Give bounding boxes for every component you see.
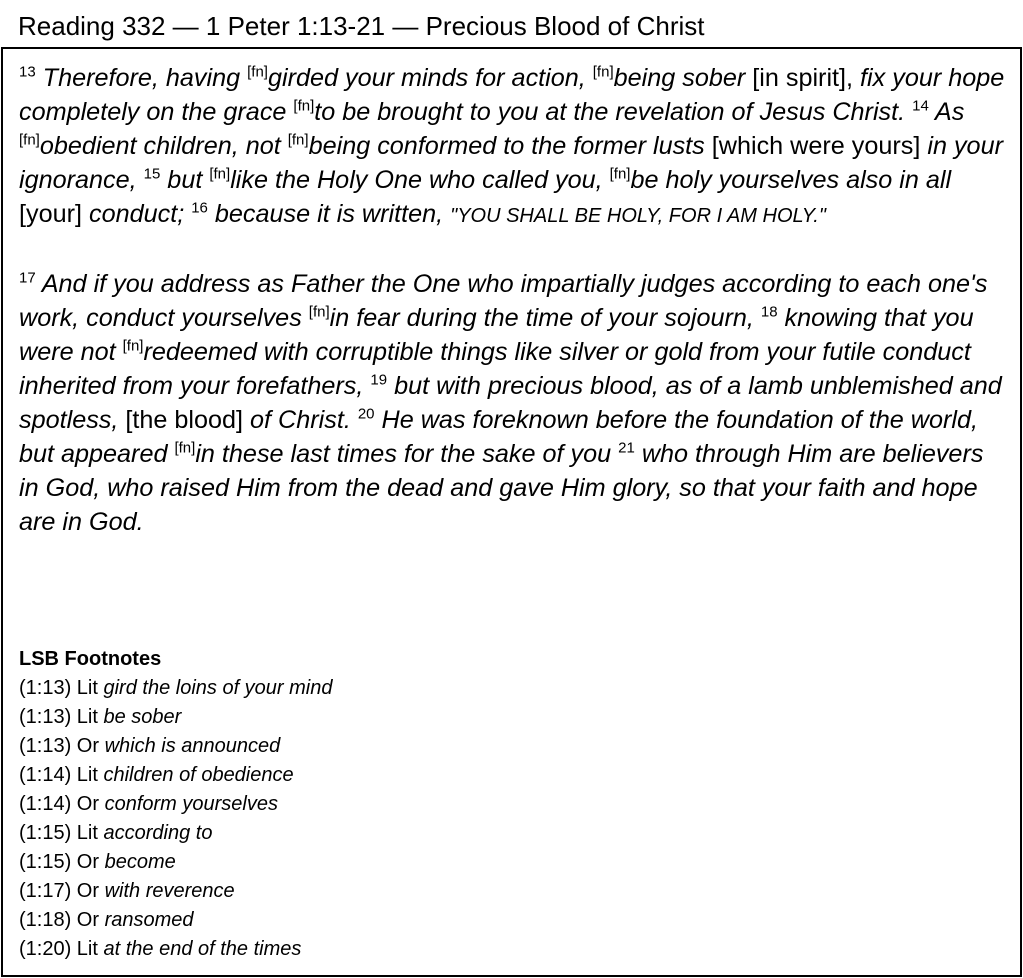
page-title: Reading 332 — 1 Peter 1:13-21 — Precious Blood of Christ (18, 11, 705, 41)
footnote-text: with reverence (104, 880, 235, 902)
footnote-ref: (1:15) Or (19, 851, 105, 873)
footnote-marker: [fn] (592, 63, 614, 81)
verse-text: in your ignorance, (19, 132, 1003, 194)
verse-text: because it is written, (207, 200, 451, 228)
verse-text: He was foreknown before the foundation of the world, but appeared (19, 406, 978, 468)
verse-text: girded your minds for action, (267, 64, 593, 92)
footnote-text: conform yourselves (104, 793, 278, 815)
footnote-text: at the end of the times (103, 938, 302, 960)
verse-text: who through Him are believers in God, who raised Him from the dead and gave Him glory, so that your faith and hope are in God. (19, 440, 984, 536)
footnote-ref: (1:20) Lit (19, 938, 104, 960)
verse-number: 15 (143, 165, 161, 183)
footnote-ref: (1:13) Or (19, 735, 105, 757)
footnote-marker: [fn] (209, 165, 231, 183)
footnote-ref: (1:18) Or (19, 909, 105, 931)
verse-text: in fear during the time of your sojourn, (329, 304, 761, 332)
footnote-ref: (1:15) Lit (19, 822, 104, 844)
verse-number: 13 (19, 63, 36, 81)
footnote-item (19, 848, 1009, 877)
verse-number: 20 (357, 405, 375, 423)
footnote-text: children of obedience (103, 764, 294, 786)
footnote-text: according to (103, 822, 213, 844)
footnote-marker: [fn] (247, 63, 268, 81)
supplied-words: [in spirit], (745, 64, 861, 92)
footnote-marker: [fn] (19, 131, 40, 149)
footnote-item (19, 703, 1009, 732)
verse-text: Therefore, having (35, 64, 248, 92)
supplied-words: [which were yours] (704, 132, 928, 160)
footnote-item (19, 790, 1009, 819)
verse-text: As (928, 98, 965, 126)
verse-number: 14 (912, 97, 929, 115)
verse-text: knowing that you were not (19, 304, 974, 366)
footnote-marker: [fn] (293, 97, 315, 115)
supplied-words: [the blood] (118, 406, 251, 434)
footnote-ref: (1:14) Lit (19, 764, 104, 786)
verse-text: conduct; (89, 200, 192, 228)
footnote-text: become (104, 851, 176, 873)
verse-number: 18 (760, 303, 778, 321)
footnote-ref: (1:13) Lit (19, 706, 104, 728)
verse-text: but with precious blood, as of a lamb unblemished and spotless, (19, 372, 1002, 434)
footnote-item (19, 819, 1009, 848)
verse-text: of Christ. (250, 406, 358, 434)
footnote-item (19, 877, 1009, 906)
verse-text: being conformed to the former lusts (308, 132, 705, 160)
verse-number: 19 (370, 371, 388, 389)
verse-text: being sober (613, 64, 746, 92)
verse-text: fix your hope completely on the grace (19, 64, 1005, 126)
passage-paragraph (19, 267, 1009, 539)
footnote-marker: [fn] (609, 165, 631, 183)
footnote-ref: (1:13) Lit (19, 677, 104, 699)
scripture-passage (19, 61, 1009, 539)
footnote-item (19, 906, 1009, 935)
passage-paragraph (19, 61, 1009, 233)
footnote-item (19, 732, 1009, 761)
paragraph-gap (19, 233, 1009, 267)
footnote-text: gird the loins of your mind (103, 677, 333, 699)
footnote-ref: (1:17) Or (19, 880, 105, 902)
verse-text: but (160, 166, 210, 194)
footnote-item (19, 935, 1009, 964)
footnote-text: which is announced (104, 735, 281, 757)
verse-number: 16 (191, 199, 208, 217)
footnote-list (19, 674, 1009, 964)
footnote-marker: [fn] (308, 303, 330, 321)
verse-text: in these last times for the sake of you (195, 440, 619, 468)
footnotes-section (19, 645, 1009, 964)
footnote-marker: [fn] (287, 131, 309, 149)
footnote-text: be sober (103, 706, 182, 728)
verse-text: like the Holy One who called you, (230, 166, 610, 194)
footnote-item (19, 761, 1009, 790)
verse-number: 17 (19, 269, 36, 287)
footnotes-heading: LSB Footnotes (19, 648, 162, 670)
footnote-ref: (1:14) Or (19, 793, 105, 815)
verse-text: be holy yourselves also in all (630, 166, 952, 194)
quotation-text: "YOU SHALL BE HOLY, FOR I AM HOLY." (450, 205, 826, 227)
verse-text: to be brought to you at the revelation of Jesus Christ. (314, 98, 913, 126)
verse-text: redeemed with corruptible things like silver or gold from your futile conduct inherited from your forefathers, (19, 338, 971, 400)
footnote-marker: [fn] (174, 439, 196, 457)
footnote-item (19, 674, 1009, 703)
footnote-text: ransomed (104, 909, 194, 931)
verse-text: obedient children, not (39, 132, 288, 160)
reading-box (1, 47, 1022, 977)
verse-number: 21 (618, 439, 635, 457)
verse-text: And if you address as Father the One who impartially judges according to each one's work, conduct yourselves (19, 270, 988, 332)
footnote-marker: [fn] (122, 337, 144, 355)
supplied-words: [your] (19, 200, 89, 228)
